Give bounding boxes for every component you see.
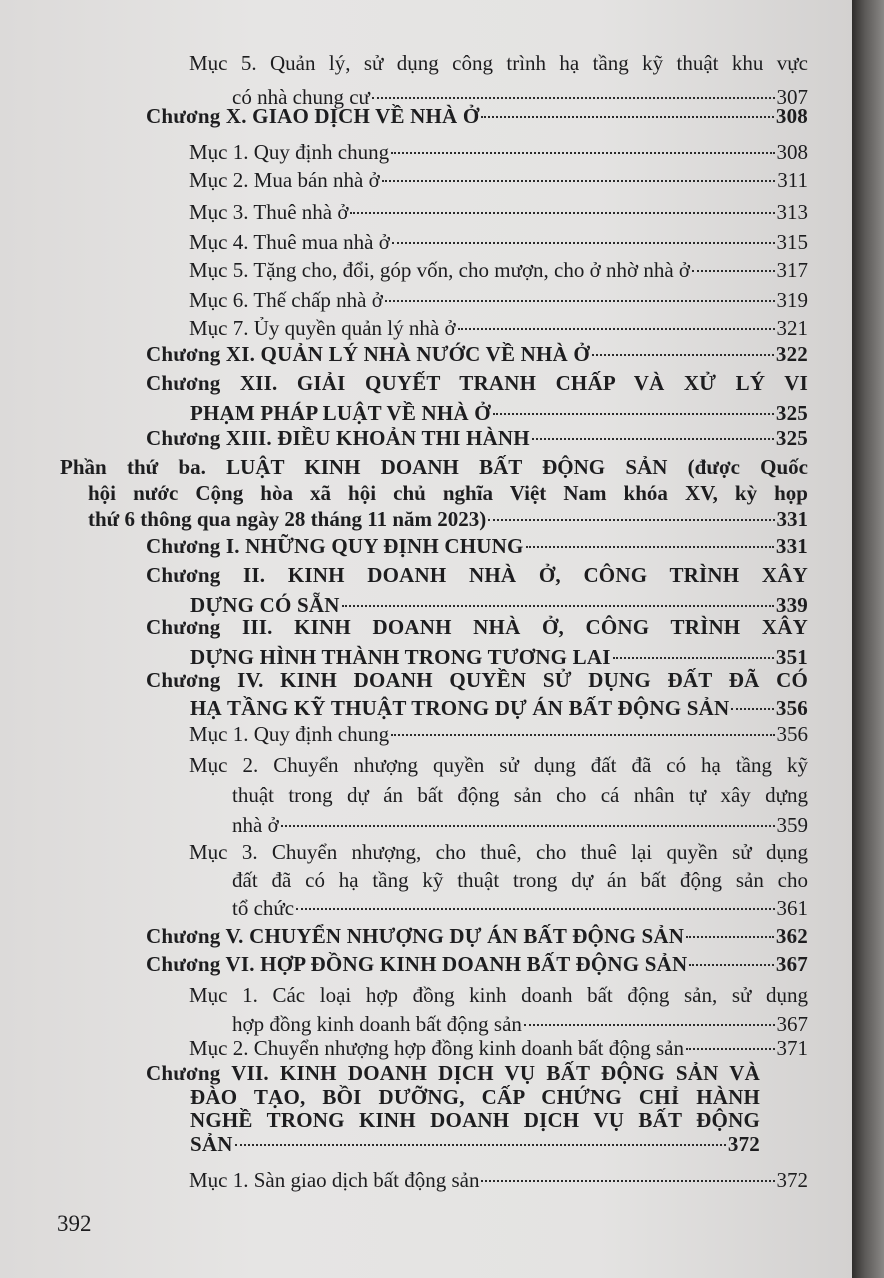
toc-entry-title-line: nhà ở xyxy=(232,813,279,837)
toc-entry-title-line: Chương VI. HỢP ĐỒNG KINH DOANH BẤT ĐỘNG SẢN xyxy=(146,952,688,976)
toc-page-number: 372 xyxy=(727,1131,760,1156)
toc-entry-title-line: Mục 1. Quy định chung xyxy=(189,140,390,164)
toc-section-entry xyxy=(189,838,808,928)
toc-entry-title-line: NGHỀ TRONG KINH DOANH DỊCH VỤ BẤT ĐỘNG xyxy=(190,1108,760,1132)
toc-entry-title-line: Mục 2. Chuyển nhượng hợp đồng kinh doanh bất động sản xyxy=(189,1036,684,1060)
toc-page-number: 331 xyxy=(776,507,808,531)
toc-entry-title-line: DỰNG CÓ SẴN xyxy=(190,593,340,617)
toc-entry-title-line: Mục 2. Chuyển nhượng quyền sử dụng đất đã có hạ tầng kỹ xyxy=(189,753,808,777)
toc-entry-title-line: SẢN xyxy=(190,1131,233,1156)
toc-entry-title-line: Mục 5. Tặng cho, đổi, góp vốn, cho mượn, cho ở nhờ nhà ở xyxy=(189,258,691,282)
dot-leader xyxy=(372,97,775,99)
book-spine-shadow xyxy=(852,0,884,1278)
toc-entry-title-line: có nhà chung cư xyxy=(232,85,370,109)
toc-entry-title-line: Chương V. CHUYỂN NHƯỢNG DỰ ÁN BẤT ĐỘNG SẢN xyxy=(146,924,685,948)
toc-chapter-entry xyxy=(146,950,808,985)
toc-entry-title-line: Chương VII. KINH DOANH DỊCH VỤ BẤT ĐỘNG SẢN VÀ xyxy=(146,1061,760,1085)
page-number: 392 xyxy=(57,1211,92,1236)
toc-page-number: 308 xyxy=(775,104,808,128)
toc-entry-title-line: Chương XI. QUẢN LÝ NHÀ NƯỚC VỀ NHÀ Ở xyxy=(146,342,590,366)
toc-chapter-entry xyxy=(146,1062,760,1162)
dot-leader xyxy=(488,519,774,521)
toc-entry-title-line: Chương I. NHỮNG QUY ĐỊNH CHUNG xyxy=(146,534,524,558)
dot-leader xyxy=(385,300,775,302)
toc-page-number: 361 xyxy=(776,896,808,920)
toc-chapter-entry xyxy=(146,102,808,137)
toc-entry-title-line: Mục 2. Mua bán nhà ở xyxy=(189,168,380,192)
toc-entry-title-line: hội nước Cộng hòa xã hội chủ nghĩa Việt Nam khóa XV, kỳ họp xyxy=(88,481,808,505)
toc-page-number: 339 xyxy=(775,593,808,617)
toc-page-number: 321 xyxy=(776,316,808,340)
toc-page-number: 325 xyxy=(775,426,808,450)
dot-leader xyxy=(686,1048,775,1050)
toc-entry-title-line: HẠ TẦNG KỸ THUẬT TRONG DỰ ÁN BẤT ĐỘNG SẢN xyxy=(190,696,730,720)
toc-page-number: 315 xyxy=(776,230,808,254)
dot-leader xyxy=(481,116,773,118)
toc-entry-title-line: tổ chức xyxy=(232,896,295,920)
toc-page-number: 371 xyxy=(776,1036,808,1060)
toc-page-number: 307 xyxy=(776,85,808,109)
dot-leader xyxy=(613,657,774,659)
toc-entry-title-line: thuật trong dự án bất động sản cho cá nhân tự xây dựng xyxy=(232,783,808,807)
dot-leader xyxy=(342,605,774,607)
toc-entry-title-line: Mục 7. Ủy quyền quản lý nhà ở xyxy=(189,316,456,340)
toc-entry-title-line: Chương X. GIAO DỊCH VỀ NHÀ Ở xyxy=(146,104,480,128)
toc-entry-title-line: DỰNG HÌNH THÀNH TRONG TƯƠNG LAI xyxy=(190,645,611,669)
dot-leader xyxy=(281,825,775,827)
dot-leader xyxy=(689,964,774,966)
toc-page-number: 367 xyxy=(775,952,808,976)
dot-leader xyxy=(493,413,774,415)
toc-page-number: 317 xyxy=(776,258,808,282)
dot-leader xyxy=(692,270,774,272)
dot-leader xyxy=(592,354,774,356)
toc-entry-title-line: Chương XIII. ĐIỀU KHOẢN THI HÀNH xyxy=(146,426,530,450)
dot-leader xyxy=(686,936,774,938)
toc-entry-title-line: Mục 6. Thế chấp nhà ở xyxy=(189,288,383,312)
toc-section-entry xyxy=(189,1166,808,1201)
toc-entry-title-line: Mục 4. Thuê mua nhà ở xyxy=(189,230,390,254)
toc-entry-title-line: Phần thứ ba. LUẬT KINH DOANH BẤT ĐỘNG SẢN (được Quốc xyxy=(60,455,808,479)
dot-leader xyxy=(391,734,774,736)
toc-entry-title-line: PHẠM PHÁP LUẬT VỀ NHÀ Ở xyxy=(190,401,491,425)
toc-entry-title-line: Mục 1. Các loại hợp đồng kinh doanh bất động sản, sử dụng xyxy=(189,983,808,1007)
toc-entry-title-line: Chương II. KINH DOANH NHÀ Ở, CÔNG TRÌNH XÂY xyxy=(146,563,808,587)
toc-page-number: 372 xyxy=(776,1168,808,1192)
toc-entry-title-line: Mục 1. Quy định chung xyxy=(189,722,390,746)
toc-entry-title-line: thứ 6 thông qua ngày 28 tháng 11 năm 2023) xyxy=(88,507,487,531)
toc-page-number: 362 xyxy=(775,924,808,948)
toc-page-number: 331 xyxy=(775,534,808,558)
dot-leader xyxy=(392,242,775,244)
toc-page-number: 367 xyxy=(776,1012,808,1036)
toc-entry-title-line: Chương IV. KINH DOANH QUYỀN SỬ DỤNG ĐẤT ĐÃ CÓ xyxy=(146,668,808,692)
dot-leader xyxy=(731,708,774,710)
dot-leader xyxy=(458,328,775,330)
toc-entry-title-line: Mục 3. Chuyển nhượng, cho thuê, cho thuê lại quyền sử dụng xyxy=(189,840,808,864)
toc-entry-title-line: Mục 3. Thuê nhà ở xyxy=(189,200,349,224)
toc-entry-title-line: ĐÀO TẠO, BỒI DƯỠNG, CẤP CHỨNG CHỈ HÀNH xyxy=(190,1084,760,1109)
toc-part-entry xyxy=(60,454,808,538)
toc-chapter-entry xyxy=(146,666,808,728)
toc-entry-title-line: Chương XII. GIẢI QUYẾT TRANH CHẤP VÀ XỬ LÝ VI xyxy=(146,371,808,395)
toc-entry-title-line: đất đã có hạ tầng kỹ thuật trong dự án bất động sản cho xyxy=(232,868,808,892)
toc-page-number: 325 xyxy=(775,401,808,425)
dot-leader xyxy=(382,180,776,182)
toc-page-number: 359 xyxy=(776,813,808,837)
toc-entry-title-line: Chương III. KINH DOANH NHÀ Ở, CÔNG TRÌNH XÂY xyxy=(146,615,808,639)
dot-leader xyxy=(481,1180,774,1182)
toc-page-number: 313 xyxy=(776,200,808,224)
toc-entry-title-line: hợp đồng kinh doanh bất động sản xyxy=(232,1012,522,1036)
toc-page-number: 311 xyxy=(777,168,808,192)
dot-leader xyxy=(350,212,774,214)
dot-leader xyxy=(532,438,774,440)
toc-entry-title-line: Mục 5. Quản lý, sử dụng công trình hạ tầng kỹ thuật khu vực xyxy=(189,51,808,75)
toc-page-number: 351 xyxy=(775,645,808,669)
toc-section-entry xyxy=(189,166,808,201)
toc-page-number: 322 xyxy=(775,342,808,366)
dot-leader xyxy=(235,1144,726,1146)
toc-page-number: 308 xyxy=(776,140,808,164)
dot-leader xyxy=(296,908,774,910)
toc-page-number: 356 xyxy=(776,722,808,746)
dot-leader xyxy=(524,1024,775,1026)
dot-leader xyxy=(526,546,774,548)
toc-section-entry xyxy=(189,750,808,846)
dot-leader xyxy=(391,152,774,154)
toc-entry-title-line: Mục 1. Sàn giao dịch bất động sản xyxy=(189,1168,480,1192)
toc-page-number: 356 xyxy=(775,696,808,720)
toc-page-number: 319 xyxy=(776,288,808,312)
